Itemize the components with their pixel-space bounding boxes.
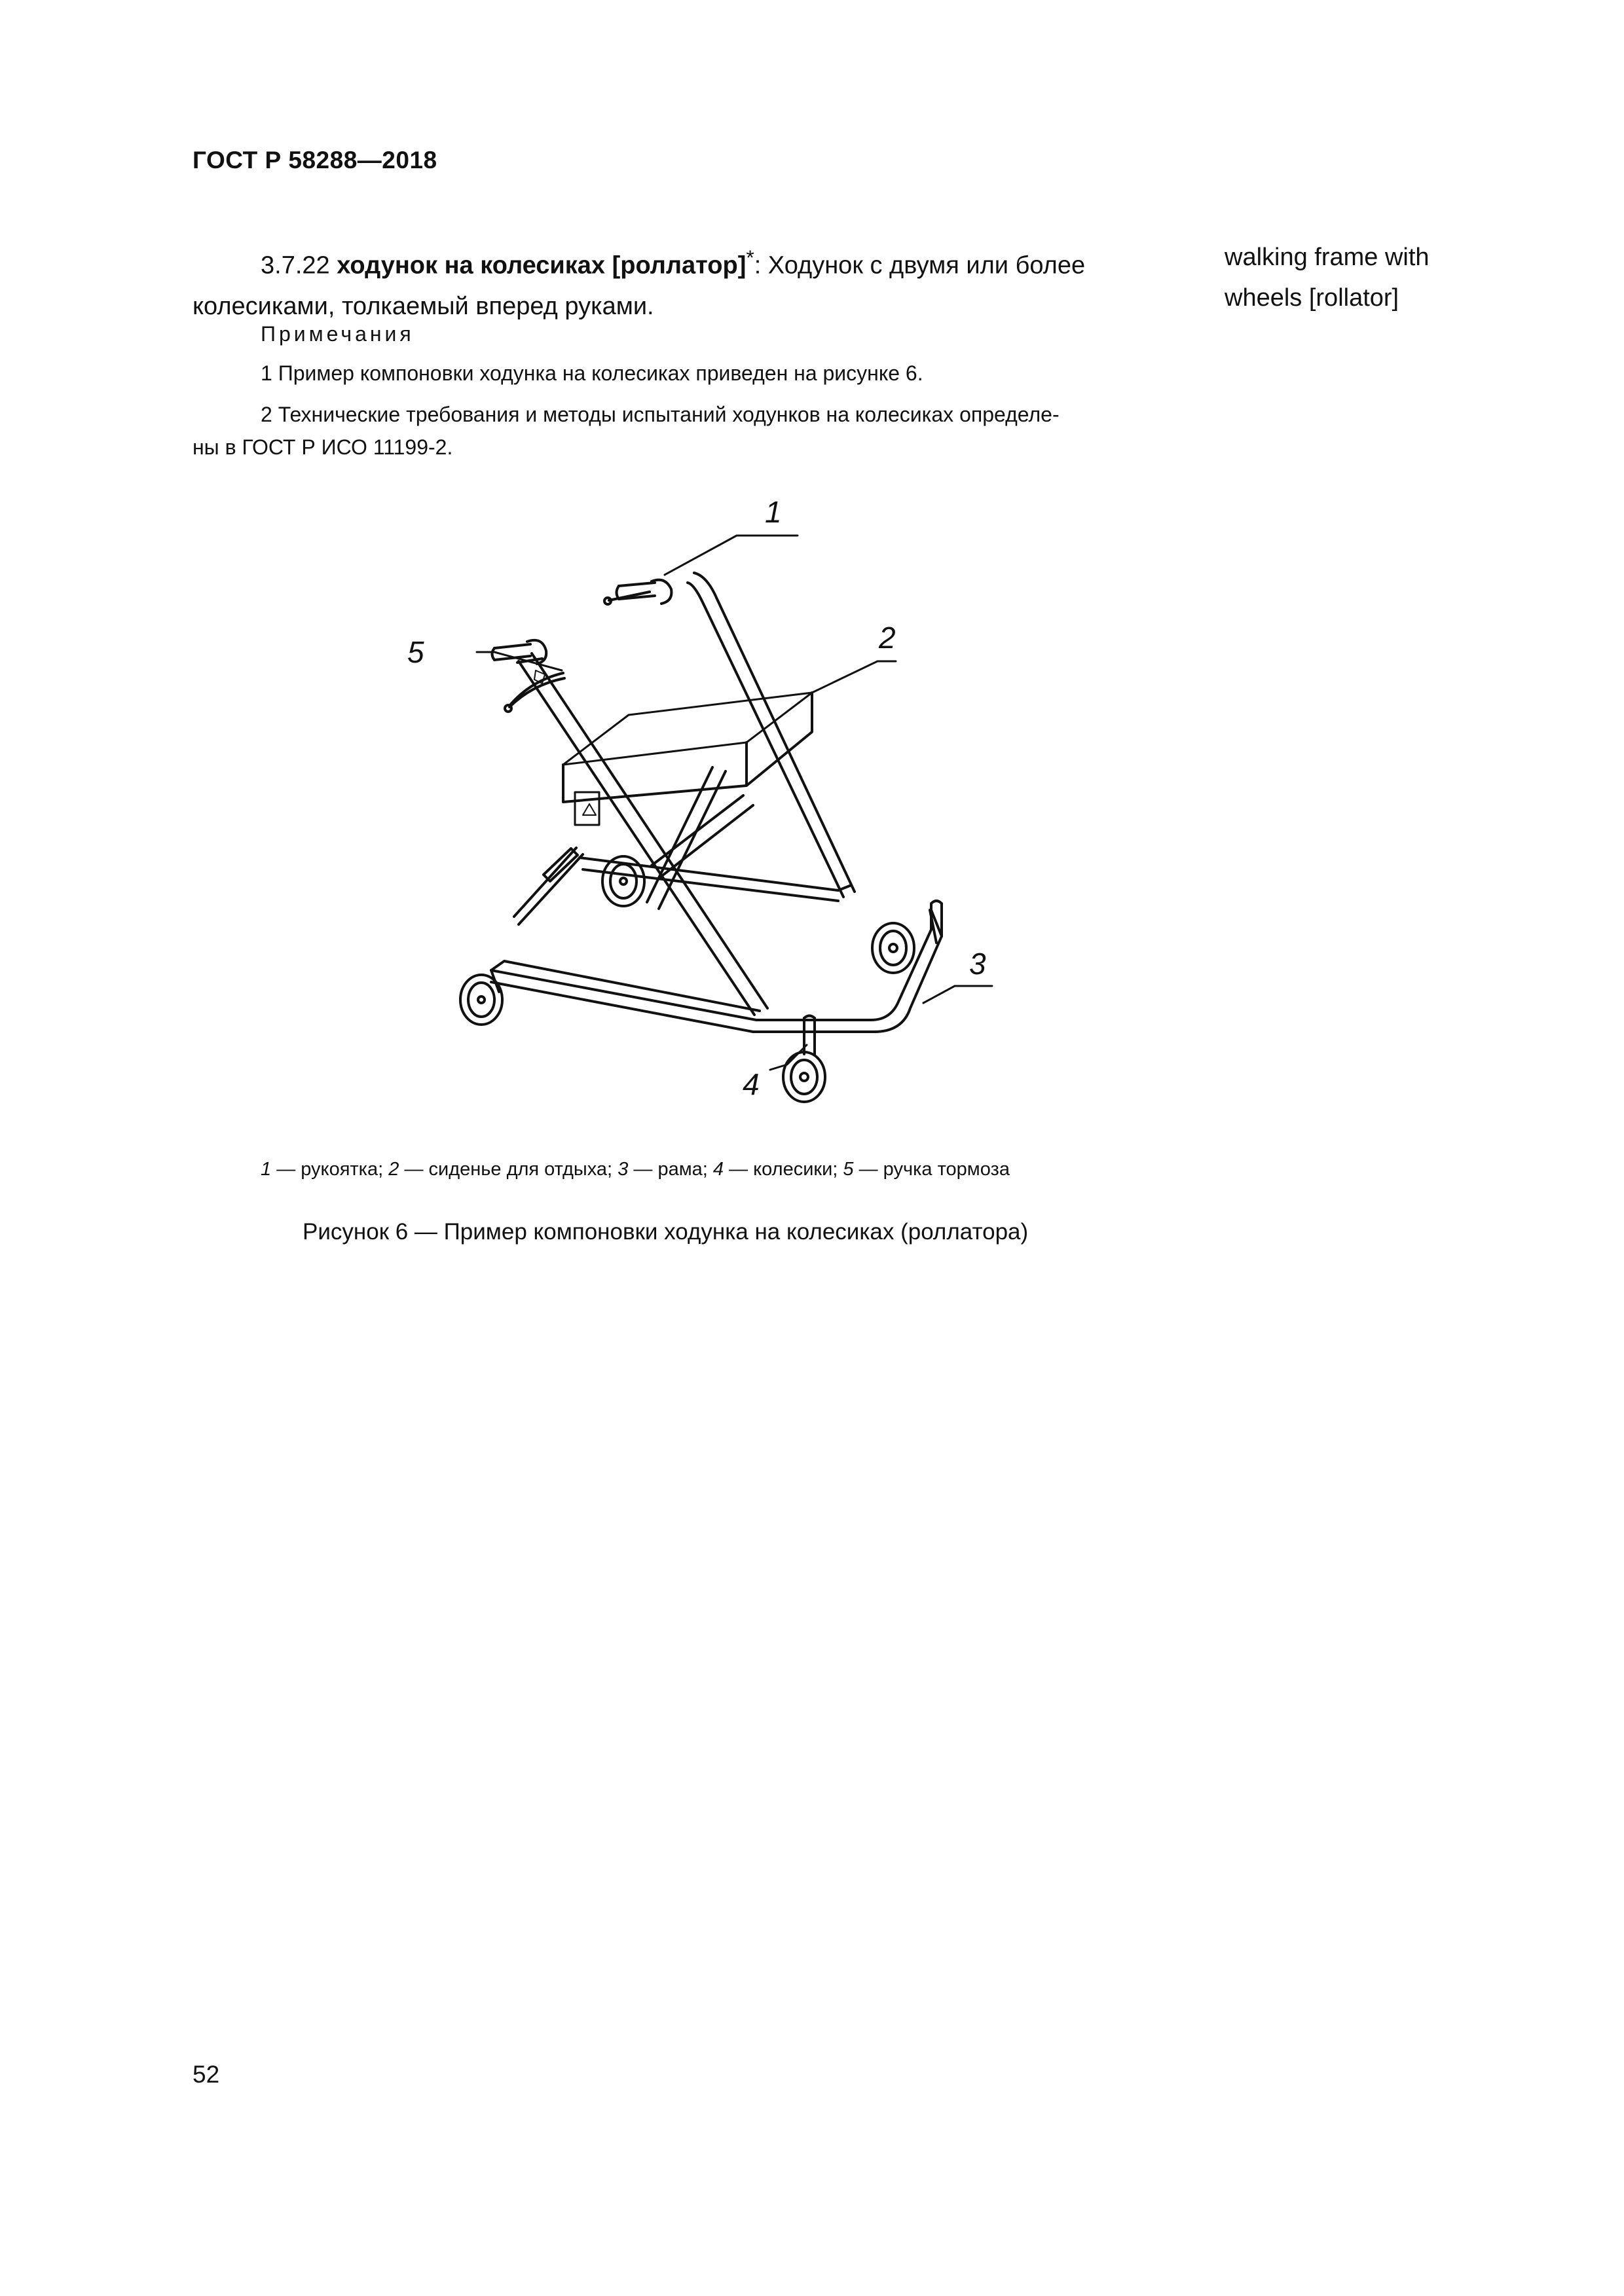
- term-definition-line2: колесиками, толкаемый вперед руками.: [193, 292, 654, 320]
- figure-legend: [261, 1159, 1010, 1180]
- document-header: ГОСТ Р 58288—2018: [193, 147, 437, 173]
- legend-num-3: 3: [618, 1159, 629, 1180]
- legend-text-1: — рукоятка;: [271, 1159, 389, 1180]
- legend-text-4: — колесики;: [724, 1159, 843, 1180]
- term-english: [1225, 237, 1473, 318]
- callout-3: 3: [969, 947, 986, 981]
- legend-num-4: 4: [712, 1159, 724, 1180]
- note-2-line1: 2 Технические требования и методы испытаний ходунков на колесиках определе-: [261, 403, 1060, 426]
- rollator-handles-drawing: [492, 580, 672, 712]
- page-number: 52: [193, 2061, 220, 2088]
- term-definition-line1: : Ходунок с двумя или более: [754, 251, 1086, 280]
- legend-num-1: 1: [261, 1159, 272, 1180]
- rollator-frame-drawing: [491, 858, 942, 1032]
- figure-caption: Рисунок 6 — Пример компоновки ходунка на колесиках (роллатора): [303, 1219, 1029, 1245]
- term-name: ходунок на колесиках [роллатор]: [337, 251, 747, 280]
- term-english-line1: walking frame with: [1225, 244, 1430, 271]
- rollator-legs-drawing: [514, 573, 855, 1015]
- notes-heading: Примечания: [261, 322, 415, 346]
- term-english-line2: wheels [rollator]: [1225, 284, 1399, 312]
- callout-4: 4: [743, 1067, 760, 1101]
- term-definition: [193, 237, 1194, 327]
- legend-text-2: — сиденье для отдыха;: [399, 1159, 618, 1180]
- term-mark: *: [746, 246, 754, 269]
- note-2: [193, 398, 1201, 464]
- callout-1: 1: [765, 495, 782, 529]
- legend-num-2: 2: [388, 1159, 399, 1180]
- legend-text-3: — рама;: [628, 1159, 713, 1180]
- legend-text-5: — ручка тормоза: [853, 1159, 1010, 1180]
- rollator-figure: [367, 484, 1022, 1139]
- term-number: 3.7.22: [261, 251, 330, 280]
- note-2-line2: ны в ГОСТ Р ИСО 11199-2.: [193, 435, 453, 459]
- legend-num-5: 5: [843, 1159, 854, 1180]
- note-1: 1 Пример компоновки ходунка на колесиках приведен на рисунке 6.: [261, 361, 923, 385]
- callout-5: 5: [407, 635, 424, 669]
- callout-2: 2: [879, 621, 896, 655]
